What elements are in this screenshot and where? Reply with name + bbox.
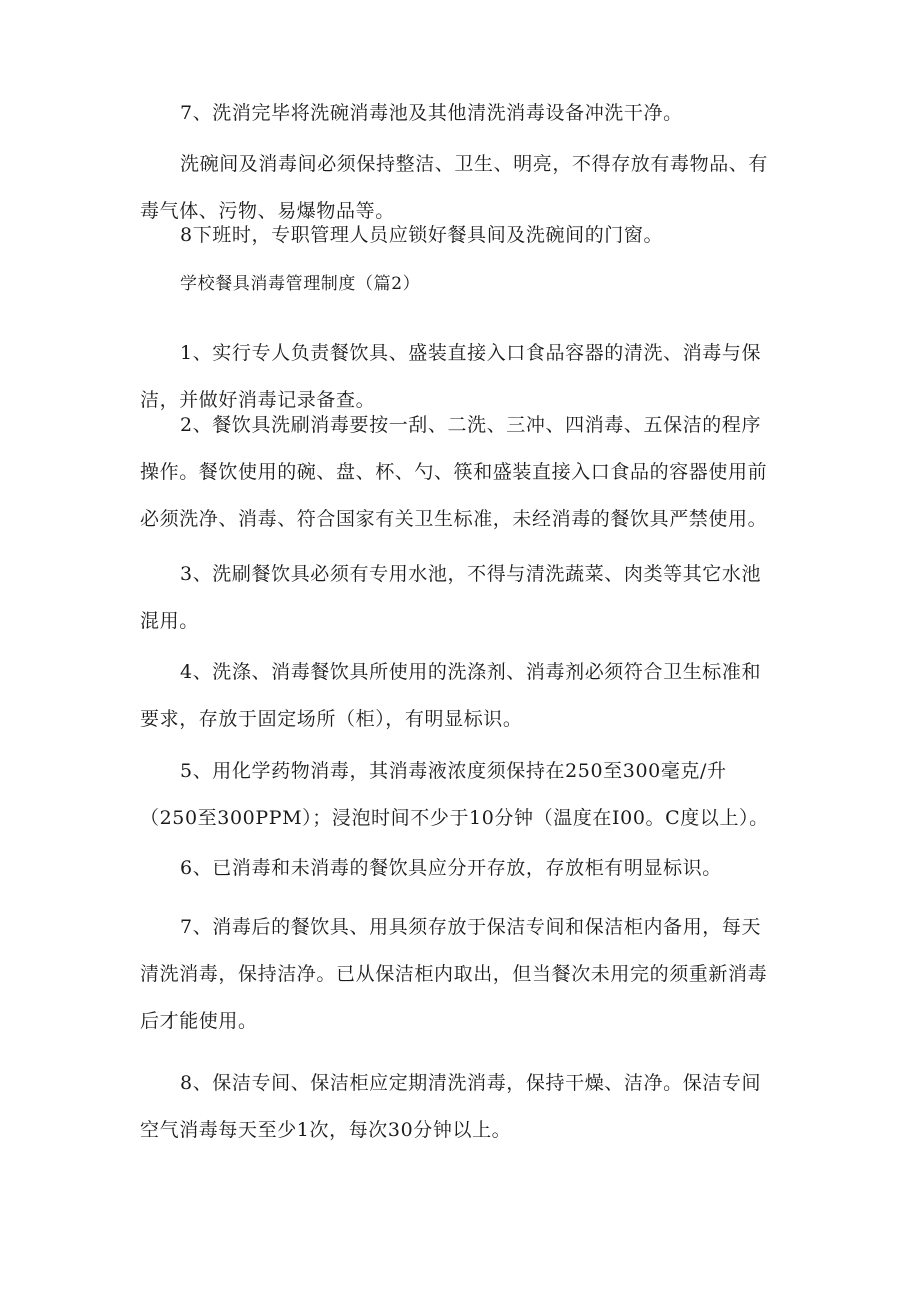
paragraph-rule-7: 7、消毒后的餐饮具、用具须存放于保洁专间和保洁柜内备用，每天清洗消毒，保持洁净。已从保洁柜内取出，但当餐次未用完的须重新消毒后才能使用。	[140, 916, 768, 1032]
paragraph-rule-8: 8、保洁专间、保洁柜应定期清洗消毒，保持干燥、洁净。保洁专间空气消毒每天至少1次，每次30分钟以上。	[140, 1072, 762, 1141]
paragraph-rule-1: 1、实行专人负责餐饮具、盛装直接入口食品容器的清洗、消毒与保洁，并做好消毒记录备查。	[140, 342, 762, 411]
paragraph-step-8-lock: 8下班时，专职管理人员应锁好餐具间及洗碗间的门窗。	[180, 224, 664, 246]
section-title: 学校餐具消毒管理制度（篇2）	[180, 274, 421, 294]
paragraph-rule-2: 2、餐饮具洗刷消毒要按一刮、二洗、三冲、四消毒、五保洁的程序操作。餐饮使用的碗、盘、杯、勺、筷和盛装直接入口食品的容器使用前必须洗净、消毒、符合国家有关卫生标准，未经消毒的餐饮具严禁使用。	[140, 414, 768, 530]
paragraph-rule-6: 6、已消毒和未消毒的餐饮具应分开存放，存放柜有明显标识。	[180, 857, 722, 879]
paragraph-rule-5: 5、用化学药物消毒，其消毒液浓度须保持在250至300毫克/升（250至300PPM）；浸泡时间不少于10分钟（温度在I00。C度以上）。	[140, 760, 769, 829]
paragraph-dishroom-hygiene: 洗碗间及消毒间必须保持整洁、卫生、明亮，不得存放有毒物品、有毒气体、污物、易爆物品等。	[140, 153, 769, 222]
paragraph-rule-4: 4、洗涤、消毒餐饮具所使用的洗涤剂、消毒剂必须符合卫生标准和要求，存放于固定场所（柜），有明显标识。	[140, 661, 762, 730]
paragraph-rule-3: 3、洗刷餐饮具必须有专用水池，不得与清洗蔬菜、肉类等其它水池混用。	[140, 563, 762, 632]
paragraph-step-7-rinse: 7、洗消完毕将洗碗消毒池及其他清洗消毒设备冲洗干净。	[180, 102, 683, 124]
